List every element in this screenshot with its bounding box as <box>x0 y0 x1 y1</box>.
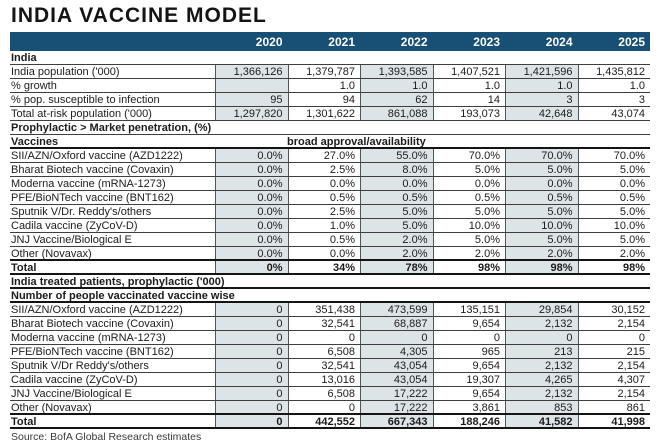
data-cell: 78% <box>360 261 433 273</box>
row-label: Total <box>11 262 37 273</box>
data-cell: 1,407,521 <box>433 65 506 78</box>
row-label: Sputnik V/Dr. Reddy's/others <box>11 206 152 218</box>
year-column-header: 2022 <box>400 34 428 49</box>
data-cell: 1.0% <box>288 219 361 232</box>
section-header-label: Prophylactic > Market penetration, (%) <box>11 122 212 134</box>
row-label: Moderna vaccine (mRNA-1273) <box>11 178 166 190</box>
data-cell: 17,222 <box>360 401 433 413</box>
table-row <box>10 247 650 261</box>
data-cell: 9,654 <box>433 359 506 372</box>
table-row <box>10 93 650 107</box>
row-label: Other (Novavax) <box>11 248 92 259</box>
data-cell: 10.0% <box>578 219 651 232</box>
data-cell: 2.5% <box>288 205 361 218</box>
data-cell: 1,301,622 <box>288 107 361 120</box>
data-cell: 3 <box>505 93 578 106</box>
table-row <box>10 387 650 401</box>
table-row <box>10 205 650 219</box>
table-row <box>10 65 650 79</box>
data-cell: 0 <box>215 317 288 330</box>
data-cell: 0.0% <box>505 177 578 190</box>
data-cell: 2.0% <box>360 233 433 246</box>
data-cell: 188,246 <box>433 415 506 427</box>
data-cell: 1,379,787 <box>288 65 361 78</box>
year-column-header: 2023 <box>473 34 500 49</box>
vaccine-table <box>10 51 650 440</box>
data-cell: 19,307 <box>433 373 506 386</box>
data-cell: 70.0% <box>433 149 506 162</box>
data-cell: 193,073 <box>433 107 506 120</box>
data-cell: 0.0% <box>215 219 288 232</box>
data-cell: 215 <box>578 345 651 358</box>
data-cell: 70.0% <box>578 149 651 162</box>
data-cell: 9,654 <box>433 317 506 330</box>
data-cell: 5.0% <box>578 233 651 246</box>
data-cell: 32,541 <box>288 359 361 372</box>
data-cell: 1,421,596 <box>505 65 578 78</box>
data-cell: 2.0% <box>505 247 578 259</box>
row-label: JNJ Vaccine/Biological E <box>11 388 132 400</box>
section-header-row <box>10 275 650 289</box>
data-cell: 13,016 <box>288 373 361 386</box>
data-cell: 95 <box>215 93 288 106</box>
data-cell: 42,648 <box>505 107 578 120</box>
data-cell: 5.0% <box>505 233 578 246</box>
row-label: Total at-risk population ('000) <box>11 108 152 120</box>
data-cell: 68,887 <box>360 317 433 330</box>
data-cell: 1.0 <box>360 79 433 92</box>
section-header-row <box>10 51 650 65</box>
table-row <box>10 345 650 359</box>
data-cell: 5.0% <box>505 205 578 218</box>
table-row <box>10 261 650 275</box>
data-cell: 5.0% <box>505 163 578 176</box>
data-cell: 135,151 <box>433 303 506 316</box>
data-cell: 1,435,812 <box>578 65 651 78</box>
data-cell: 3 <box>578 93 651 106</box>
data-cell: 32,541 <box>288 317 361 330</box>
row-label: PFE/BioNTech vaccine (BNT162) <box>11 192 174 204</box>
table-row <box>10 149 650 163</box>
data-cell: 0.0% <box>215 191 288 204</box>
data-cell: 5.0% <box>433 233 506 246</box>
row-label: Bharat Biotech vaccine (Covaxin) <box>11 318 174 330</box>
data-cell: 29,854 <box>505 303 578 316</box>
data-cell: 2,154 <box>578 359 651 372</box>
data-cell: 0.5% <box>288 191 361 204</box>
data-cell: 43,054 <box>360 373 433 386</box>
data-cell: 0 <box>215 415 288 427</box>
data-cell: 10.0% <box>433 219 506 232</box>
data-cell: 17,222 <box>360 387 433 400</box>
page-title: INDIA VACCINE MODEL <box>11 4 267 27</box>
data-cell: 0.0% <box>433 177 506 190</box>
row-label: % pop. susceptible to infection <box>11 94 160 106</box>
data-cell: 0 <box>578 331 651 344</box>
data-cell: 0.0% <box>360 177 433 190</box>
data-cell: 70.0% <box>505 149 578 162</box>
data-cell: 853 <box>505 401 578 413</box>
data-cell: 10.0% <box>505 219 578 232</box>
data-cell: 30,152 <box>578 303 651 316</box>
row-label: PFE/BioNTech vaccine (BNT162) <box>11 346 174 358</box>
data-cell: 9,654 <box>433 387 506 400</box>
year-column-header: 2021 <box>328 34 355 49</box>
data-cell: 5.0% <box>433 205 506 218</box>
data-cell: 0.0% <box>578 177 651 190</box>
data-cell: 2.0% <box>578 247 651 259</box>
data-cell: 14 <box>433 93 506 106</box>
data-cell <box>215 79 288 92</box>
data-cell: 5.0% <box>360 219 433 232</box>
data-cell: 1,297,820 <box>215 107 288 120</box>
table-row <box>10 219 650 233</box>
table-row <box>10 317 650 331</box>
data-cell: 1.0 <box>578 79 651 92</box>
data-cell: 965 <box>433 345 506 358</box>
data-cell: 94 <box>288 93 361 106</box>
data-cell: 8.0% <box>360 163 433 176</box>
data-cell: 213 <box>505 345 578 358</box>
table-row <box>10 359 650 373</box>
row-label: Bharat Biotech vaccine (Covaxin) <box>11 164 174 176</box>
data-cell: 0% <box>215 261 288 273</box>
row-label: Other (Novavax) <box>11 402 92 413</box>
data-cell: 0.0% <box>215 233 288 246</box>
data-cell: 0 <box>360 331 433 344</box>
data-cell: 4,265 <box>505 373 578 386</box>
data-cell: 667,343 <box>360 415 433 427</box>
data-cell: 41,582 <box>505 415 578 427</box>
data-cell: 0 <box>215 401 288 413</box>
data-cell: 0.0% <box>215 149 288 162</box>
data-cell: 0.0% <box>215 177 288 190</box>
data-cell: 0.0% <box>215 163 288 176</box>
data-cell: 98% <box>433 261 506 273</box>
table-row <box>10 163 650 177</box>
data-cell: 34% <box>288 261 361 273</box>
year-column-header: 2024 <box>545 34 573 49</box>
year-header-bar <box>10 32 650 51</box>
data-cell: 0.5% <box>505 191 578 204</box>
table-row <box>10 401 650 415</box>
row-label: SII/AZN/Oxford vaccine (AZD1222) <box>11 304 183 316</box>
table-row <box>10 191 650 205</box>
data-cell: 0.5% <box>288 233 361 246</box>
source-note: Source: BofA Global Research estimates <box>10 429 650 440</box>
data-cell: 1,393,585 <box>360 65 433 78</box>
data-cell: 2,132 <box>505 387 578 400</box>
data-cell: 0 <box>215 303 288 316</box>
data-cell: 0 <box>288 401 361 413</box>
data-cell: 6,508 <box>288 387 361 400</box>
data-cell: 62 <box>360 93 433 106</box>
data-cell: 0.5% <box>578 191 651 204</box>
data-cell: 0 <box>215 345 288 358</box>
data-cell: 861,088 <box>360 107 433 120</box>
table-row <box>10 331 650 345</box>
data-cell: 2,132 <box>505 359 578 372</box>
year-column-header: 2020 <box>255 34 283 49</box>
section-header-label: India treated patients, prophylactic ('000) <box>11 276 225 287</box>
data-cell: 2.5% <box>288 163 361 176</box>
table-row <box>10 415 650 429</box>
data-cell: 43,074 <box>578 107 651 120</box>
data-cell: 0.5% <box>360 191 433 204</box>
data-cell: 5.0% <box>360 205 433 218</box>
data-cell: 2,154 <box>578 387 651 400</box>
table-row <box>10 303 650 317</box>
section-header-label: India <box>11 52 37 64</box>
data-cell: 0 <box>215 387 288 400</box>
data-cell: 2,154 <box>578 317 651 330</box>
table-row <box>10 233 650 247</box>
data-cell: 2.0% <box>360 247 433 259</box>
row-label: JNJ Vaccine/Biological E <box>11 234 132 246</box>
row-label: India population ('000) <box>11 66 120 78</box>
data-cell: 3,861 <box>433 401 506 413</box>
table-row <box>10 79 650 93</box>
data-cell: 0.5% <box>433 191 506 204</box>
row-label: SII/AZN/Oxford vaccine (AZD1222) <box>11 150 183 162</box>
data-cell: 351,438 <box>288 303 361 316</box>
data-cell: 98% <box>578 261 651 273</box>
data-cell: 55.0% <box>360 149 433 162</box>
data-cell: 5.0% <box>433 163 506 176</box>
data-cell: 5.0% <box>578 205 651 218</box>
row-label: Cadila vaccine (ZyCoV-D) <box>11 220 138 232</box>
data-cell: 0 <box>505 331 578 344</box>
data-cell: 41,998 <box>578 415 651 427</box>
data-cell: 4,307 <box>578 373 651 386</box>
data-cell: 442,552 <box>288 415 361 427</box>
row-label: Sputnik V/Dr Reddy's/others <box>11 360 149 372</box>
data-cell: 0 <box>215 331 288 344</box>
year-column-header: 2025 <box>618 34 645 49</box>
data-cell: 1,366,126 <box>215 65 288 78</box>
data-cell: 43,054 <box>360 359 433 372</box>
data-cell: 2.0% <box>433 247 506 259</box>
subheader-span: broad approval/availability <box>287 136 426 148</box>
row-label: Moderna vaccine (mRNA-1273) <box>11 332 166 344</box>
data-cell: 1.0 <box>288 79 361 92</box>
data-cell: 4,305 <box>360 345 433 358</box>
data-cell: 0.0% <box>288 247 361 259</box>
section-header-row <box>10 121 650 135</box>
row-label: Total <box>11 416 37 427</box>
table-row <box>10 107 650 121</box>
data-cell: 0 <box>288 331 361 344</box>
row-label: % growth <box>11 80 57 92</box>
year-bar-spacer <box>10 32 215 51</box>
data-cell: 473,599 <box>360 303 433 316</box>
data-cell: 0 <box>215 359 288 372</box>
data-cell: 0.0% <box>215 205 288 218</box>
data-cell: 98% <box>505 261 578 273</box>
data-cell: 861 <box>578 401 651 413</box>
data-cell: 0.0% <box>215 247 288 259</box>
subheader-label: Vaccines <box>11 136 59 147</box>
data-cell: 0.0% <box>288 177 361 190</box>
section-header-row <box>10 289 650 303</box>
data-cell: 5.0% <box>578 163 651 176</box>
data-cell: 2,132 <box>505 317 578 330</box>
table-subheader-row <box>10 135 650 149</box>
data-cell: 6,508 <box>288 345 361 358</box>
data-cell: 1.0 <box>433 79 506 92</box>
section-header-label: Number of people vaccinated vaccine wise <box>11 290 235 301</box>
table-row <box>10 373 650 387</box>
data-cell: 0 <box>433 331 506 344</box>
data-cell: 27.0% <box>288 149 361 162</box>
table-row <box>10 177 650 191</box>
data-cell: 1.0 <box>505 79 578 92</box>
row-label: Cadila vaccine (ZyCoV-D) <box>11 374 138 386</box>
data-cell: 0 <box>215 373 288 386</box>
